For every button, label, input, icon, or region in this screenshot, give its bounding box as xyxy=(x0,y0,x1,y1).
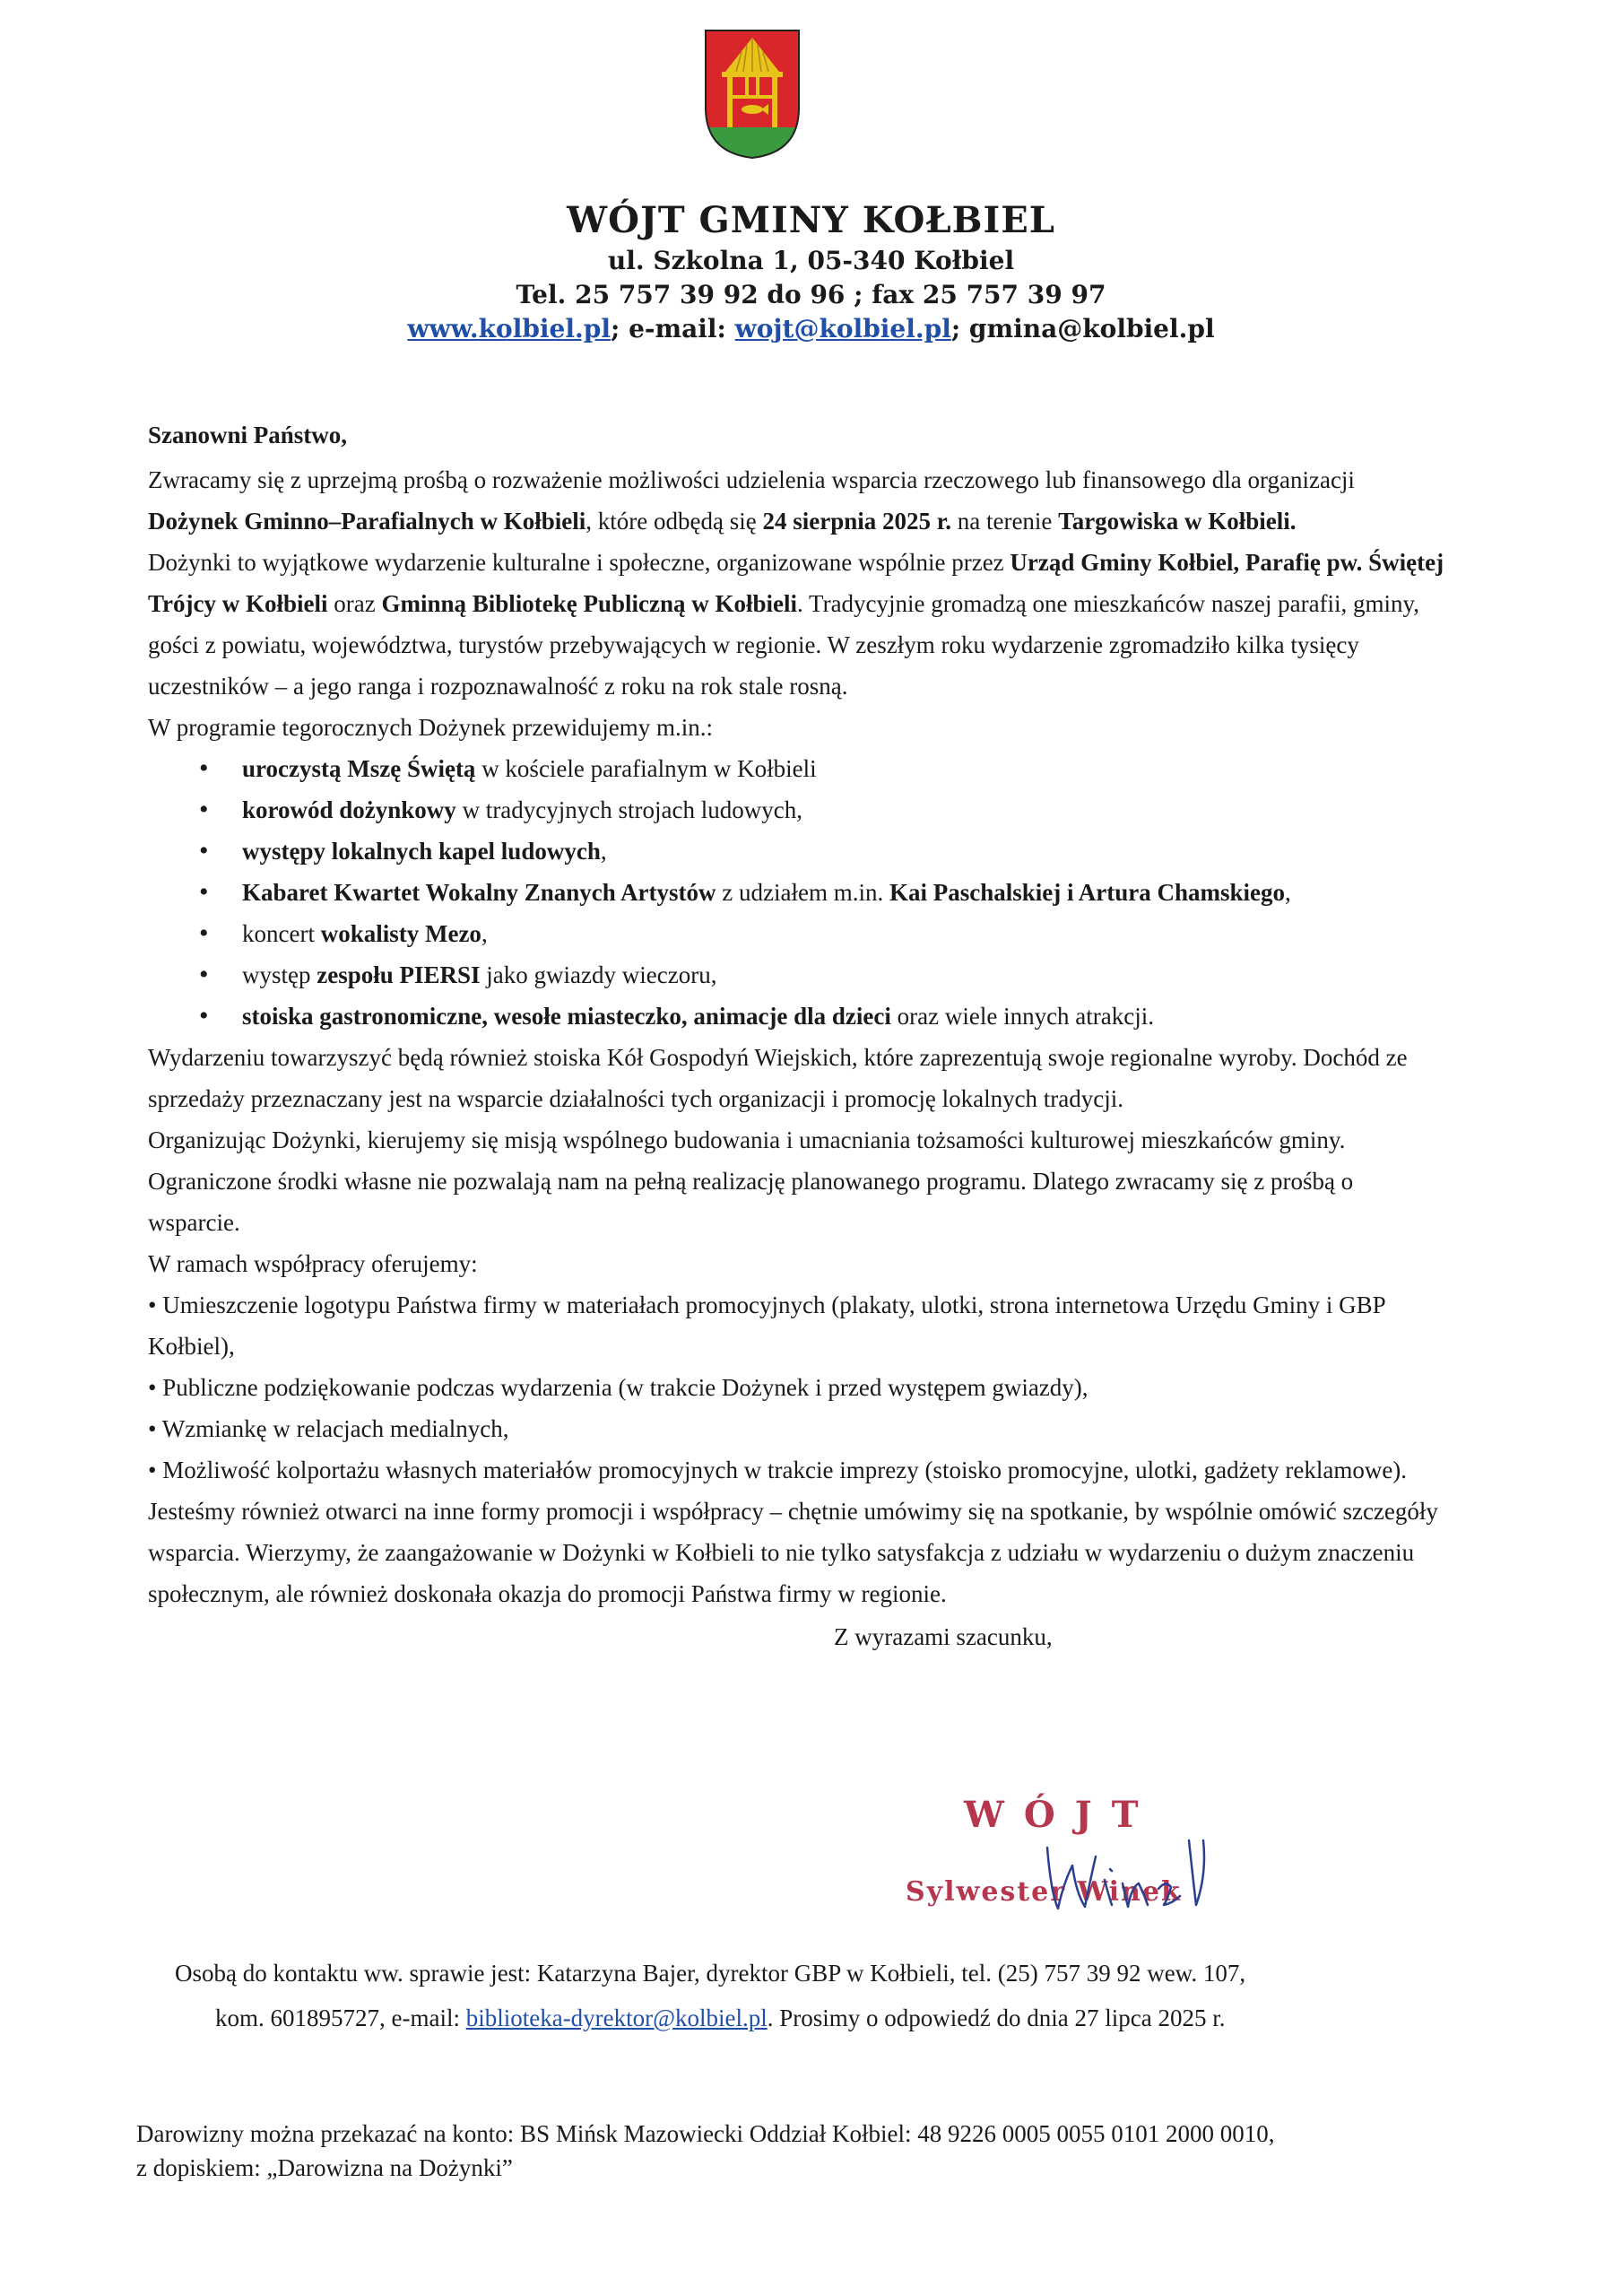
text-run: kom. 601895727, e-mail: xyxy=(215,2005,466,2031)
handwritten-signature xyxy=(897,1794,1219,1928)
list-item: • korowód dożynkowy w tradycyjnych strojach ludowych, xyxy=(242,789,1448,831)
letterhead-address: ul. Szkolna 1, 05-340 Kołbiel xyxy=(607,246,1015,275)
offer-item: • Umieszczenie logotypu Państwa firmy w materiałach promocyjnych (plakaty, ulotki, strona internetowa Urzędu Gminy i GBP Kołbiel), xyxy=(148,1292,1385,1360)
donation-info xyxy=(136,2117,1481,2185)
email-gmina: ; gmina@kolbiel.pl xyxy=(950,314,1215,344)
event-name: Dożynek Gminno–Parafialnych w Kołbieli xyxy=(148,508,586,535)
organizers: Urząd Gminy Kołbiel, Parafię pw. Świętej Trójcy w Kołbieli xyxy=(148,549,1444,617)
offer-intro: W ramach współpracy oferujemy: xyxy=(148,1250,478,1277)
letterhead-title: WÓJT GMINY KOŁBIEL xyxy=(567,199,1055,241)
event-location: Targowiska w Kołbieli. xyxy=(1058,508,1297,535)
greeting: Szanowni Państwo, xyxy=(148,422,348,448)
text-run: na terenie xyxy=(950,508,1059,535)
email-label: ; e-mail: xyxy=(610,314,735,344)
letterhead-phone: Tel. 25 757 39 92 do 96 ; fax 25 757 39 97 xyxy=(516,280,1106,309)
text-run: oraz xyxy=(327,590,382,617)
offer-item: • Możliwość kolportażu własnych materiałów promocyjnych w trakcie imprezy (stoisko promocyjne, ulotki, gadżety reklamowe). xyxy=(148,1457,1408,1483)
text-run: Zwracamy się z uprzejmą prośbą o rozważenie możliwości udzielenia wsparcia rzeczowego lub finansowego dla organizacji xyxy=(148,466,1355,493)
program-list xyxy=(148,748,1448,1037)
offer-item: • Wzmiankę w relacjach medialnych, xyxy=(148,1415,509,1442)
contact-line-1: Osobą do kontaktu ww. sprawie jest: Katarzyna Bajer, dyrektor GBP w Kołbieli, tel. (25) 757 39 92 wew. 107, xyxy=(175,1960,1246,1987)
library-name: Gminną Bibliotekę Publiczną w Kołbieli xyxy=(381,590,798,617)
closing-phrase: Z wyrazami szacunku, xyxy=(834,1623,1053,1650)
letterhead-contact-line xyxy=(0,312,1622,346)
official-stamp xyxy=(897,1794,1219,1928)
offer-item: • Publiczne podziękowanie podczas wydarzenia (w trakcie Dożynek i przed występem gwiazdy), xyxy=(148,1374,1089,1401)
list-item: • występ zespołu PIERSI jako gwiazdy wieczoru, xyxy=(242,954,1448,996)
list-item: • Kabaret Kwartet Wokalny Znanych Artystów z udziałem m.in. Kai Paschalskiej i Artura Chamskiego, xyxy=(242,872,1448,913)
text-run: . Prosimy o odpowiedź do dnia 27 lipca 2025 r. xyxy=(767,2005,1226,2031)
text-run: Dożynki to wyjątkowe wydarzenie kulturalne i społeczne, organizowane wspólnie przez xyxy=(148,549,1010,576)
list-item: • występy lokalnych kapel ludowych, xyxy=(242,831,1448,872)
contact-email-link[interactable]: biblioteka-dyrektor@kolbiel.pl xyxy=(465,2005,768,2031)
donation-note: z dopiskiem: „Darowizna na Dożynki” xyxy=(136,2154,513,2181)
text-run: , które odbędą się xyxy=(585,508,763,535)
paragraph-about xyxy=(148,542,1448,707)
program-intro: W programie tegorocznych Dożynek przewidujemy m.in.: xyxy=(148,714,714,741)
letterhead xyxy=(0,197,1622,346)
paragraph-request xyxy=(148,459,1448,542)
list-item: • koncert wokalisty Mezo, xyxy=(242,913,1448,954)
list-item: • stoiska gastronomiczne, wesołe miasteczko, animacje dla dzieci oraz wiele innych atrakcji. xyxy=(242,996,1448,1037)
coat-of-arms-logo xyxy=(702,27,802,161)
event-date: 24 sierpnia 2025 r. xyxy=(762,508,951,535)
paragraph-closing: Jesteśmy również otwarci na inne formy promocji i współpracy – chętnie umówimy się na spotkanie, by wspólnie omówić szczegóły wsparcia. Wierzymy, że zaangażowanie w Dożynki w Kołbieli to nie tylko satysfakcja z udziału w wydarzeniu o dużym znaczeniu społecznym, ale również doskonała okazja do promocji Państwa firmy w regionie. xyxy=(148,1498,1438,1607)
contact-line-2 xyxy=(175,1996,1457,2040)
paragraph-mission: Organizując Dożynki, kierujemy się misją wspólnego budowania i umacniania tożsamości kulturowej mieszkańców gminy. Ograniczone środki własne nie pozwalają nam na pełną realizację planowanego programu. Dlatego zwracamy się z prośbą o wsparcie. xyxy=(148,1126,1354,1236)
website-link[interactable]: www.kolbiel.pl xyxy=(407,314,611,344)
email-link-wojt[interactable]: wojt@kolbiel.pl xyxy=(734,314,951,344)
donation-account: Darowizny można przekazać na konto: BS Mińsk Mazowiecki Oddział Kołbiel: 48 9226 0005 0055 0101 2000 0010, xyxy=(136,2120,1275,2147)
stamp-name: Sylwester Winek xyxy=(906,1876,1182,1908)
stamp-title: WÓJT xyxy=(964,1794,1158,1836)
letter-body xyxy=(148,414,1448,1657)
contact-info xyxy=(175,1951,1457,2040)
paragraph-kgw: Wydarzeniu towarzyszyć będą również stoiska Kół Gospodyń Wiejskich, które zaprezentują swoje regionalne wyroby. Dochód ze sprzedaży przeznaczany jest na wsparcie działalności tych organizacji i promocję lokalnych tradycji. xyxy=(148,1044,1408,1112)
text-run: . Tradycyjnie gromadzą one mieszkańców naszej parafii, gminy, gości z powiatu, województwa, turystów przebywających w regionie. W zeszłym roku wydarzenie zgromadziło kilka tysięcy uczestników – a jego ranga i rozpoznawalność z roku na rok stale rosną. xyxy=(148,590,1420,700)
list-item: • uroczystą Mszę Świętą w kościele parafialnym w Kołbieli xyxy=(242,748,1448,789)
